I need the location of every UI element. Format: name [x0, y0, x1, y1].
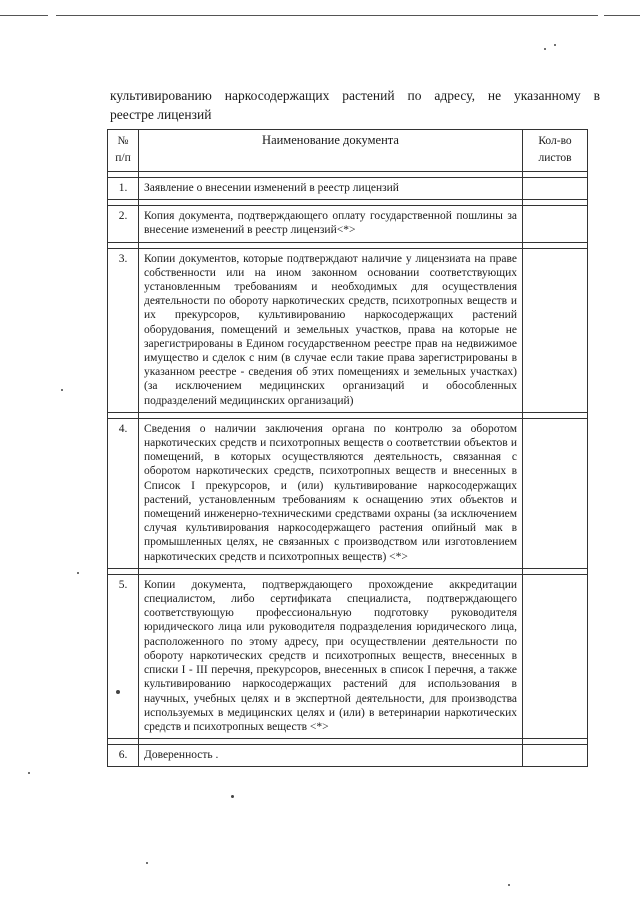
row-document-name: Заявление о внесении изменений в реестр лицензий	[139, 178, 523, 200]
row-number: 3.	[108, 248, 139, 412]
row-number: 5.	[108, 574, 139, 738]
scan-speck	[77, 572, 79, 574]
row-document-name: Доверенность .	[139, 745, 523, 767]
documents-table	[107, 129, 588, 767]
intro-line-1: культивированию наркосодержащих растений по адресу, не указанному в	[110, 88, 600, 103]
scan-speck	[146, 862, 148, 864]
row-sheet-count	[523, 178, 588, 200]
row-sheet-count	[523, 574, 588, 738]
table-row	[108, 178, 588, 200]
intro-line-2: реестре лицензий	[110, 107, 212, 122]
scan-speck	[28, 772, 30, 774]
row-number: 6.	[108, 745, 139, 767]
row-number: 1.	[108, 178, 139, 200]
scan-top-border	[0, 15, 640, 16]
row-sheet-count	[523, 206, 588, 242]
row-number: 2.	[108, 206, 139, 242]
row-sheet-count	[523, 745, 588, 767]
row-sheet-count	[523, 248, 588, 412]
scan-speck	[231, 795, 234, 798]
scan-speck	[61, 389, 63, 391]
header-sheet-count: Кол-во листов	[523, 130, 588, 172]
row-document-name: Копии документов, которые подтверждают наличие у лицензиата на праве собственности или на ином законном основании соответствующих установленным требованиям и необходимых для осуществления деятельности по обороту наркотических средств, психотропных веществ и их прекурсоров, культивированию наркосодержащих растений оборудования, помещений и земельных участков, права на которые не зарегистрированы в Едином государственном реестре прав на недвижимое имущество и сделок с ним (в случае если такие права зарегистрированы в указанном реестре - сведения об этих помещениях и земельных участках) (за исключением медицинских организаций и обособленных подразделений медицинских организаций)	[139, 248, 523, 412]
scan-speck	[544, 48, 546, 50]
row-document-name: Сведения о наличии заключения органа по контролю за оборотом наркотических средств и психотропных веществ о соответствии объектов и помещений, в которых осуществляются деятельность, связанная с оборотом наркотических средств, психотропных веществ и внесенных в Список I прекурсоров, и (или) культивирование наркосодержащих растений, установленным требованиям к оснащению этих объектов и помещений инженерно-техническими средствами охраны (за исключением случая культивирования наркосодержащего растения опийный мак в промышленных целях, не связанных с производством или изготовлением наркотических средств и психотропных веществ) <*>	[139, 418, 523, 568]
table-row	[108, 418, 588, 568]
row-number: 4.	[108, 418, 139, 568]
row-document-name: Копии документа, подтверждающего прохождение аккредитации специалистом, либо сертификата специалиста, подтверждающего соответствующую профессиональную подготовку руководителя юридического лица или руководителя подразделения юридического лица, расположенного по этому адресу, при осуществлении деятельности по обороту наркотических средств и психотропных веществ, внесенных в списки I - III перечня, прекурсоров, внесенных в список I перечня, а также культивированию наркосодержащих растений для использования в научных, учебных целях и в экспертной деятельности, для производства используемых в медицинских целях и (или) в ветеринарии наркотических средств и психотропных веществ <*>	[139, 574, 523, 738]
row-sheet-count	[523, 418, 588, 568]
scan-speck	[554, 44, 556, 46]
table-row	[108, 248, 588, 412]
table-row	[108, 206, 588, 242]
scan-border-gap	[598, 13, 604, 18]
table-header-row	[108, 130, 588, 172]
intro-text	[110, 86, 600, 124]
scan-speck	[508, 884, 510, 886]
header-document-name: Наименование документа	[139, 130, 523, 172]
table-row	[108, 745, 588, 767]
table-row	[108, 574, 588, 738]
row-document-name: Копия документа, подтверждающего оплату государственной пошлины за внесение изменений в реестр лицензий<*>	[139, 206, 523, 242]
scan-speck	[116, 690, 120, 694]
scan-border-gap	[48, 13, 56, 18]
header-number: № п/п	[108, 130, 139, 172]
